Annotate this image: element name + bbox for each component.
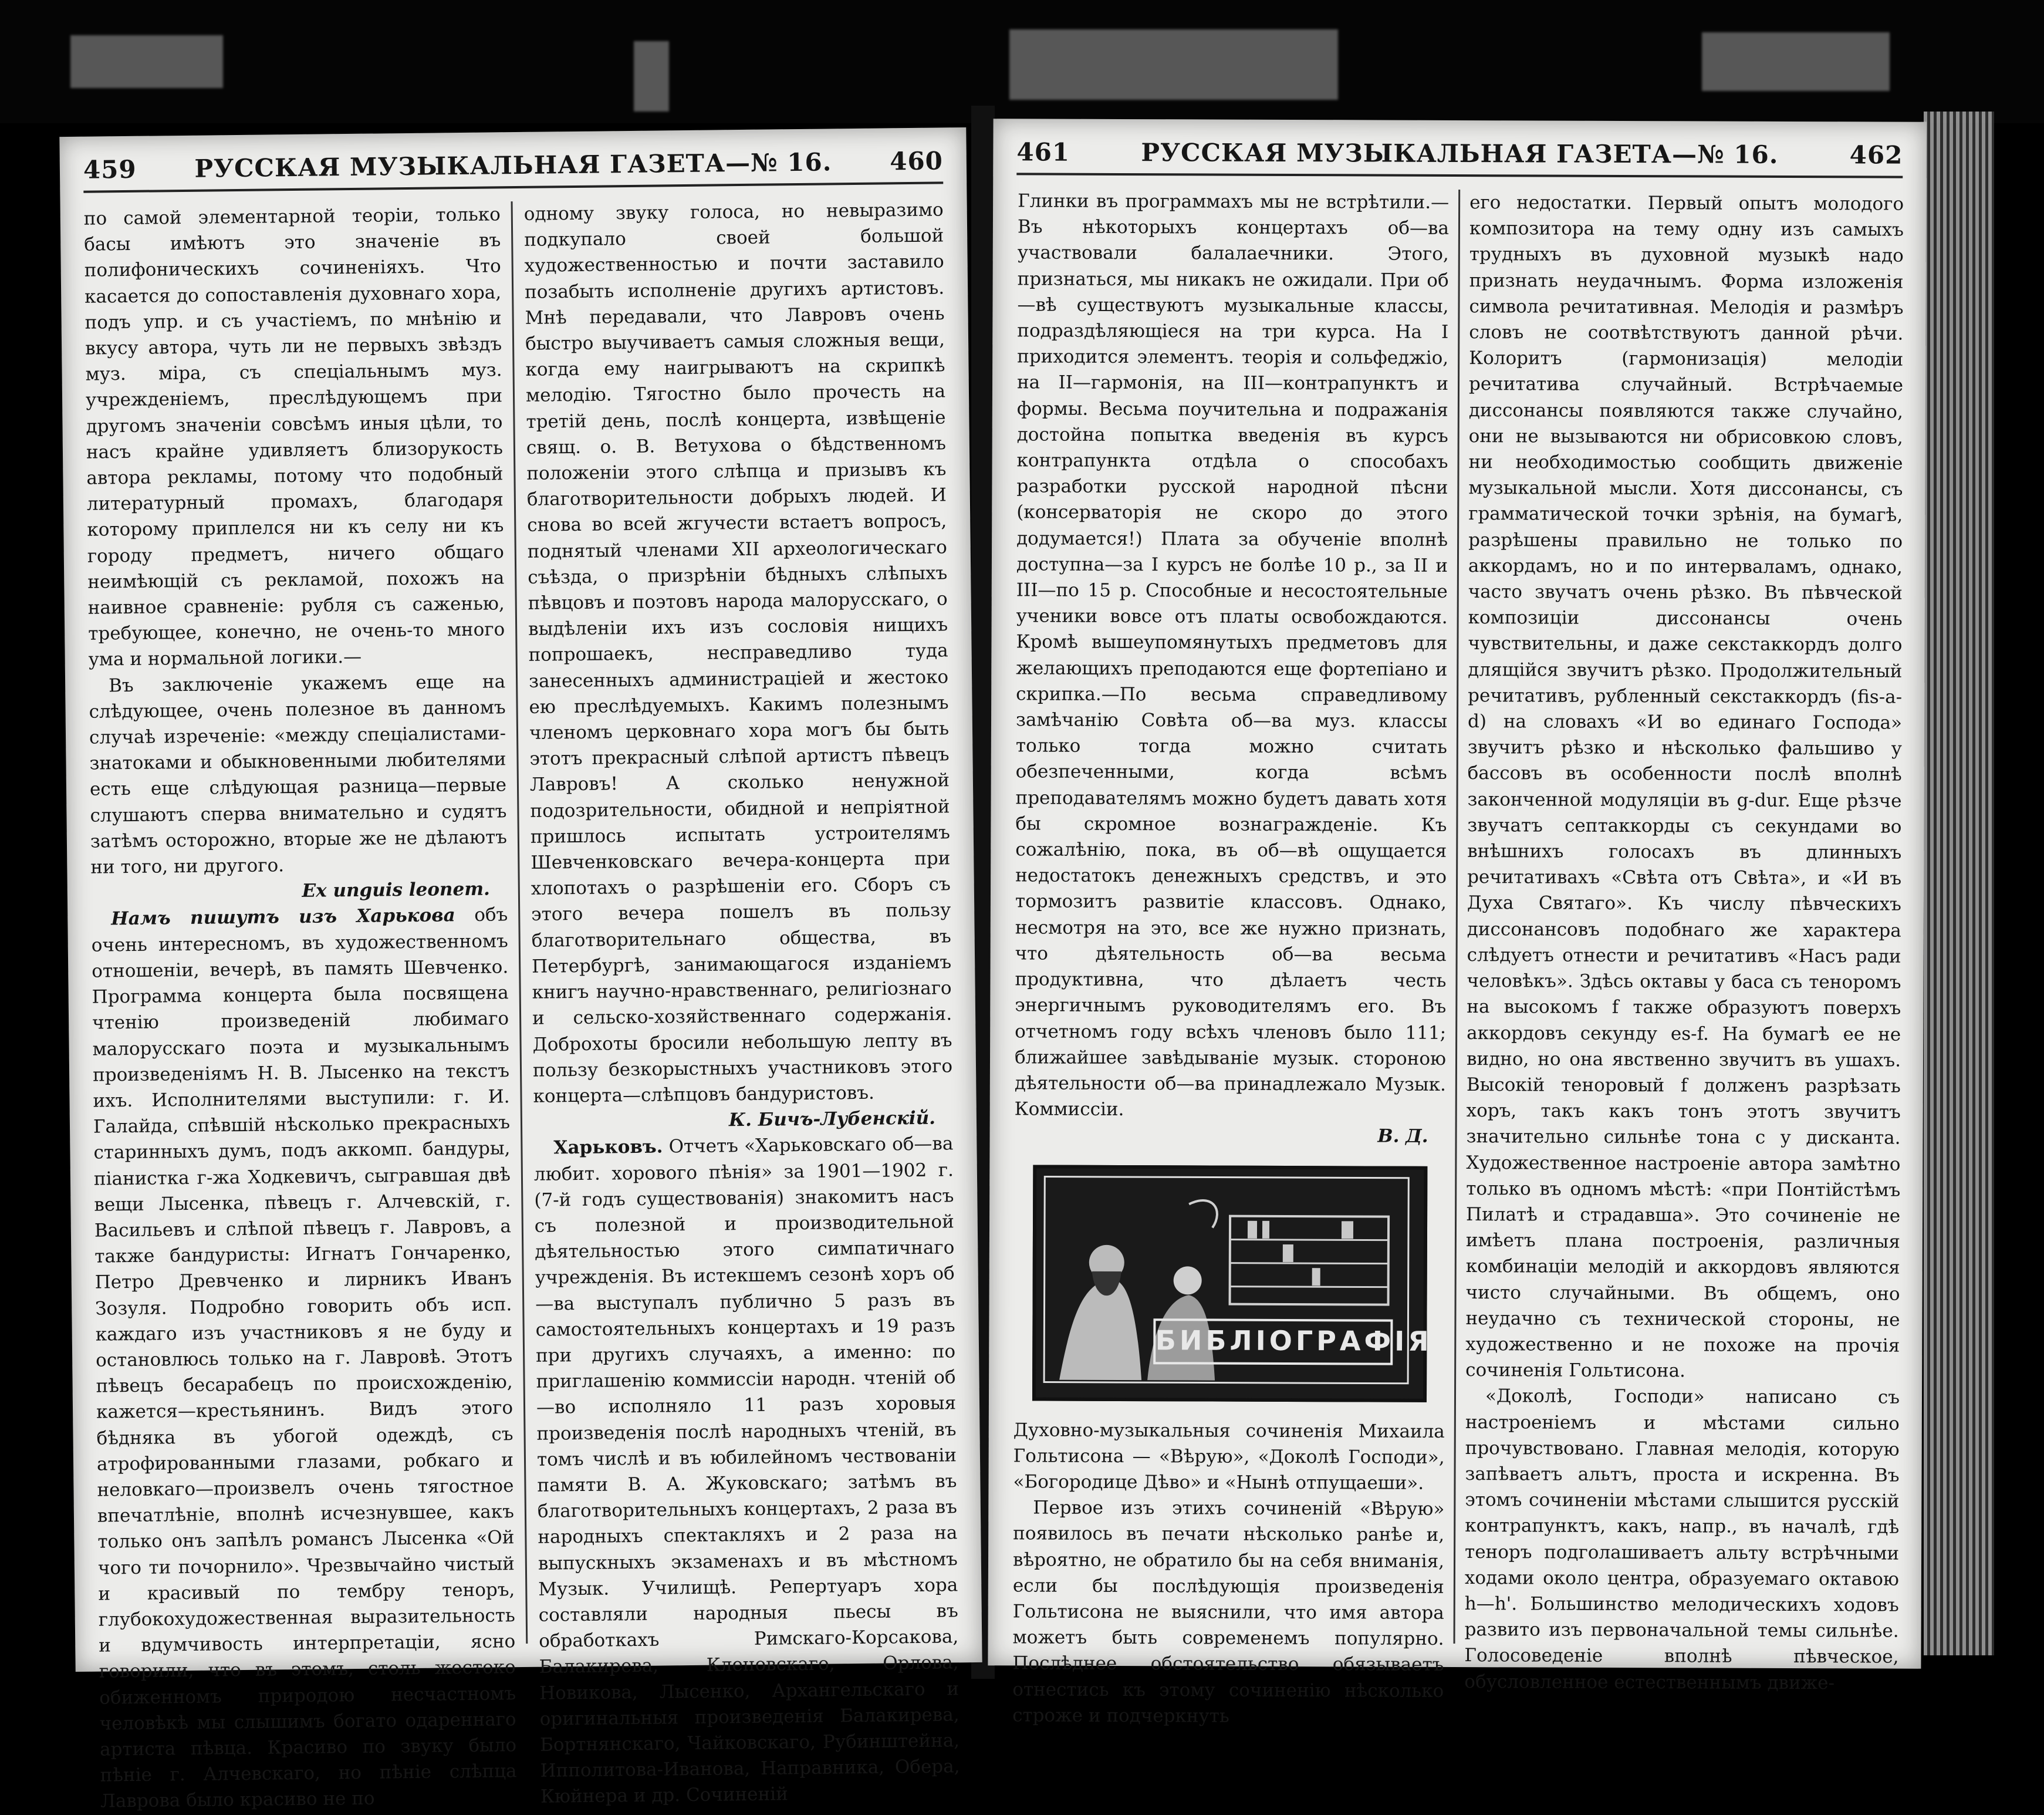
scan-blemish — [634, 41, 669, 112]
paragraph-body: Отчетъ «Харьковскаго об—ва любит. хорового пѣнія» за 1901—1902 г. (7-й годъ существованія) знакомитъ насъ съ полезной и производительной дѣятельностью этого симпатичнаго учрежденія. Въ истекшемъ сезонѣ хоръ об—ва выступалъ публично 5 разъ въ самостоятельныхъ концертахъ и 19 разъ при другихъ случаяхъ, а именно: по приглашенію коммиссіи народн. чтеній об—во исполняло 11 разъ хоровыя произведенія послѣ народныхъ чтеній, въ томъ числѣ и въ юбилейномъ чествованіи памяти В. А. Жуковскаго; затѣмъ въ благотворительныхъ концертахъ, 2 раза въ народныхъ спектакляхъ и 2 раза на выпускныхъ экзаменахъ и въ мѣстномъ Музык. Училищѣ. Репертуаръ хора составляли народныя пьесы въ обработкахъ Римскаго-Корсакова, Балакирева, Кленовскаго, Орлова, Новикова, Лысенко, Архангельскаго и оригинальныя произведенія Балакирева, Бортнянскаго, Чайковскаго, Рубинштейна, Ипполитова-Иванова, Направника, Обера, Кюйнера и др. Сочиненій — [533, 1133, 960, 1808]
column-rule — [511, 201, 528, 1644]
bibliography-vignette — [1032, 1165, 1433, 1402]
paragraph-body: объ очень интересномъ, въ художественномъ отношеніи, вечерѣ, въ память Шевченко. Программа концерта была посвящена чтенію произведеній любимаго малорусскаго поэта и музыкальнымъ произведеніямъ Н. В. Лысенко на текстъ ихъ. Исполнителями выступили: г. И. Галайда, спѣвшій нѣсколько прекрасныхъ старинныхъ думъ, подъ аккомп. бандуры, піанистка г-жа Ходкевичъ, сыгравшая двѣ вещи Лысенка, пѣвецъ г. Алчевскій, г. Васильевъ и слѣпой пѣвецъ г. Лавровъ, а также бандуристы: Игнатъ Гончаренко, Петро Древченко и лирникъ Иванъ Зозуля. Подробно говорить объ исп. каждаго изъ участниковъ я не буду и остановлюсь только на г. Лавровѣ. Этотъ пѣвецъ бесарабецъ по происхожденію, кажется—крестьянинъ. Видъ этого бѣдняка въ убогой одеждѣ, съ атрофированными глазами, робкаго и неловкаго—произвелъ очень тягостное впечатлѣніе, вполнѣ исчезнувшее, какъ только онъ запѣлъ романсъ Лысенка «Ой чого ти почорнило». Чрезвычайно чистый и красивый по тембру теноръ, глубокохудожественная выразительность и вдумчивость интерпретаціи, ясно говорили, что въ этомъ, столь жестоко обиженномъ природою несчастномъ человѣкѣ мы слышимъ богато одареннаго артиста пѣвца. Красиво по звуку было пѣніе г. Алчевскаго, но пѣніе слѣпца Лаврова было красиво не по — [91, 904, 517, 1812]
scan-border-top — [0, 0, 2044, 123]
section-heading: БИБЛІОГРАФІЯ — [1153, 1318, 1393, 1365]
text-column — [523, 197, 960, 1808]
running-head — [1016, 137, 1903, 178]
text-column — [83, 201, 517, 1812]
running-head — [83, 146, 944, 193]
page-edges — [1924, 112, 1994, 1655]
lead-in: Харьковъ. — [553, 1136, 663, 1159]
paragraph: Глинки въ программахъ мы не встрѣтили.— Въ нѣкоторыхъ концертахъ об—ва участвовали балалаечники. Этого, признаться, мы никакъ не ожидали. При об—вѣ существуютъ музыкальные классы, подраздѣляющіеся на три курса. На I приходится элементъ. теорія и сольфеджіо, на II—гармонія, на III—контрапунктъ и формы. Весьма поучительна и подражанія достойна попытка введенія въ курсъ контрапункта отдѣла о способахъ разработки русской народной пѣсни (консерваторія не скоро до этого додумается!) Плата за обученіе вполнѣ доступна—за I курсъ не болѣе 10 р., за II и III—по 15 р. Способные и несостоятельные ученики вовсе отъ платы освобождаются. Кромѣ вышеупомянутыхъ предметовъ для желающихъ преподаются еще фортепіано и скрипка.—По весьма справедливому замѣчанію Совѣта об—ва муз. классы только тогда можно считать обезпеченными, когда всѣмъ преподавателямъ можно будетъ давать хотя бы скромное вознагражденіе. Къ сожалѣнію, пока, въ об—вѣ ощущается недостатокъ денежныхъ средствъ, и это тормозитъ развитіе классовъ. Однако, несмотря на это, все же нужно признать, что дѣятельность об—ва весьма продуктивна, что дѣлаетъ честь энергичнымъ руководителямъ его. Въ отчетномъ году всѣхъ членовъ было 111; ближайшее завѣдываніе музык. стороною дѣятельности об—ва принадлежало Музык. Коммиссіи. — [1014, 190, 1450, 1121]
lead-in: Намъ пишутъ изъ Харькова — [111, 905, 455, 930]
signature: К. Бичъ-Лубенскій. — [728, 1107, 936, 1131]
page-number: 459 — [83, 154, 137, 184]
journal-title: РУССКАЯ МУЗЫКАЛЬНАЯ ГАЗЕТА—№ 16. — [194, 147, 832, 183]
text-column — [1012, 188, 1450, 1727]
paragraph — [91, 902, 517, 1814]
left-page — [59, 127, 982, 1812]
right-page — [988, 119, 1926, 1727]
paragraph: одному звуку голоса, но невыразимо подкупало своей большой художественностью и почти заставило позабыть исполненіе другихъ артистовъ. Мнѣ передавали, что Лавровъ очень быстро выучиваетъ самыя сложныя вещи, когда ему наигрываютъ на скрипкѣ мелодію. Тягостно было прочесть на третій день, послѣ концерта, извѣщеніе свящ. о. В. Ветухова о бѣдственномъ положеніи этого слѣпца и призывъ къ благотворительности добрыхъ людей. И снова во всей жгучести встаетъ вопросъ, поднятый членами XII археологическаго съѣзда, о призрѣніи бѣдныхъ слѣпыхъ пѣвцовъ и поэтовъ народа малорусскаго, о выдѣленіи ихъ изъ сословія нищихъ попрошаекъ, несправедливо туда занесенныхъ администраціей и жестоко ею преслѣдуемыхъ. Какимъ полезнымъ членомъ церковнаго хора могъ бы быть этотъ прекрасный слѣпой артистъ пѣвецъ Лавровъ! А сколько ненужной подозрительности, обидной и непріятной пришлось испытать устроителямъ Шевченковскаго вечера-концерта при хлопотахъ о разрѣшеніи его. Сборъ съ этого вечера пошелъ въ пользу благотворительнаго общества, въ Петербургѣ, занимающагося изданіемъ книгъ научно-нравственнаго, религіознаго и сельско-хозяйственнаго содержанія. Доброхоты бросили небольшую лепту въ пользу безкорыстныхъ участниковъ этого концерта—слѣпцовъ бандуристовъ. — [523, 199, 953, 1107]
scan-blemish — [1702, 32, 1890, 91]
scan-blemish — [1009, 29, 1338, 100]
text-column — [1464, 190, 1904, 1693]
paragraph: по самой элементарной теоріи, только басы имѣютъ это значеніе въ полифоническихъ сочиненіяхъ. Что касается до сопоставленія духовнаго хора, подъ упр. и съ участіемъ, по мнѣнію и вкусу автора, чуть ли не первыхъ звѣздъ муз. міра, съ спеціальнымъ муз. учрежденіемъ, преслѣдующемъ при другомъ значеніи совсѣмъ иныя цѣли, то насъ крайне удивляетъ близорукость автора рекламы, потому что подобный литературный промахъ, благодаря которому приплелся ни къ селу ни къ городу предметъ, ничего общаго неимѣющій съ рекламой, похожъ на наивное сравненіе: рубля съ саженью, требующее, конечно, не очень-то много ума и нормальной логики.— — [83, 204, 505, 671]
signature: В. Д. — [1377, 1125, 1428, 1148]
scan-blemish — [70, 35, 223, 88]
paragraph: Духовно-музыкальныя сочиненія Михаила Гольтисона — «Вѣрую», «Доколѣ Господи», «Богородице Дѣво» и «Нынѣ отпущаеши». — [1013, 1419, 1445, 1494]
paragraph: «Доколѣ, Господи» написано съ настроеніемъ и мѣстами сильно прочувствовано. Главная мелодія, которую запѣваетъ альтъ, проста и искренна. Въ этомъ сочиненіи мѣстами слышится русскій контрапунктъ, какъ, напр., въ началѣ, гдѣ теноръ подголашиваетъ альту встрѣчными ходами около центра, образуемаго октавою h—h'. Большинство мелодическихъ ходовъ развито изъ первоначальной темы сильнѣе. Голосоведеніе вполнѣ пѣвческое, обусловленное естественнымъ движе- — [1464, 1385, 1900, 1693]
paragraph: Первое изъ этихъ сочиненій «Вѣрую» появилось въ печати нѣсколько ранѣе и, вѣроятно, не обратило бы на себя вниманія, если бы послѣдующія произведенія Гольтисона не выяснили, что имя автора можетъ быть современемъ популярно. Послѣднее обстоятельство обязываетъ отнестись къ этому сочиненію нѣсколько строже и подчеркнуть — [1012, 1497, 1445, 1727]
paragraph: Въ заключеніе укажемъ еще на слѣдующее, очень полезное въ данномъ случаѣ изреченіе: «между спеціалистами-знатоками и обыкновенными любителями есть еще слѣдующая разница—первые слушаютъ сперва внимательно и судятъ затѣмъ осторожно, вторые же не дѣлаютъ ни того, ни другого. — [89, 670, 508, 878]
page-number: 462 — [1849, 140, 1903, 170]
paragraph: его недостатки. Первый опытъ молодого композитора на тему одну изъ самыхъ трудныхъ въ духовной музыкѣ надо признать неудачнымъ. Форма изложенія символа речитативная. Мелодія и размѣръ словъ не соотвѣтствуютъ данной рѣчи. Колоритъ (гармонизація) мелодіи речитатива случайный. Встрѣчаемые диссонансы появляются также случайно, они не вызываются ни обрисовкою словъ, ни необходимостью сообщить движеніе музыкальной мысли. Хотя диссонансы, съ грамматической точки зрѣнія, на бумагѣ, разрѣшены правильно не только по аккордамъ, но и по интерваламъ, однако, часто звучатъ очень рѣзко. Въ пѣвческой композиціи диссонансы очень чувствительны, и даже секстаккордъ долго длящійся звучитъ рѣзко. Продолжительный речитативъ, рубленный секстаккордъ (fis-a-d) на словахъ «И во единаго Господа» звучитъ рѣзко и нѣсколько фальшиво у бассовъ въ особенности послѣ вполнѣ законченной модуляціи въ g-dur. Еще рѣзче звучатъ септаккорды съ секундами во внѣшнихъ голосахъ въ длинныхъ речитативахъ «Свѣта отъ Свѣта», и «И въ Духа Святаго». Къ числу пѣвческихъ диссонансовъ подобнаго же характера слѣдуетъ отнести и речитативъ «Насъ ради человѣкъ». Здѣсь октавы у баса съ теноромъ на высокомъ f также образуютъ поверхъ аккордовъ секунду es-f. На бумагѣ ее не видно, но она явственно звучитъ въ ушахъ. Высокій теноровый f долженъ разрѣзать хоръ, такъ какъ тонъ этотъ звучитъ значительно сильнѣе тона c у дисканта. Художественное настроеніе автора замѣтно только въ одномъ мѣстѣ: «при Понтійстѣмъ Пилатѣ и страдавша». Это сочиненіе не имѣетъ плана построенія, различныя комбинаціи мелодій и аккордовъ являются чисто случайными. Въ общемъ, оно неудачно съ технической стороны, не художественно и не похоже на прочія сочиненія Гольтисона. — [1465, 192, 1904, 1382]
page-number: 461 — [1016, 137, 1070, 167]
page-number: 460 — [889, 146, 944, 176]
paragraph — [533, 1131, 960, 1810]
signature: Ex unguis leonem. — [302, 878, 491, 902]
journal-title: РУССКАЯ МУЗЫКАЛЬНАЯ ГАЗЕТА—№ 16. — [1141, 138, 1779, 169]
column-rule — [1454, 190, 1461, 1644]
